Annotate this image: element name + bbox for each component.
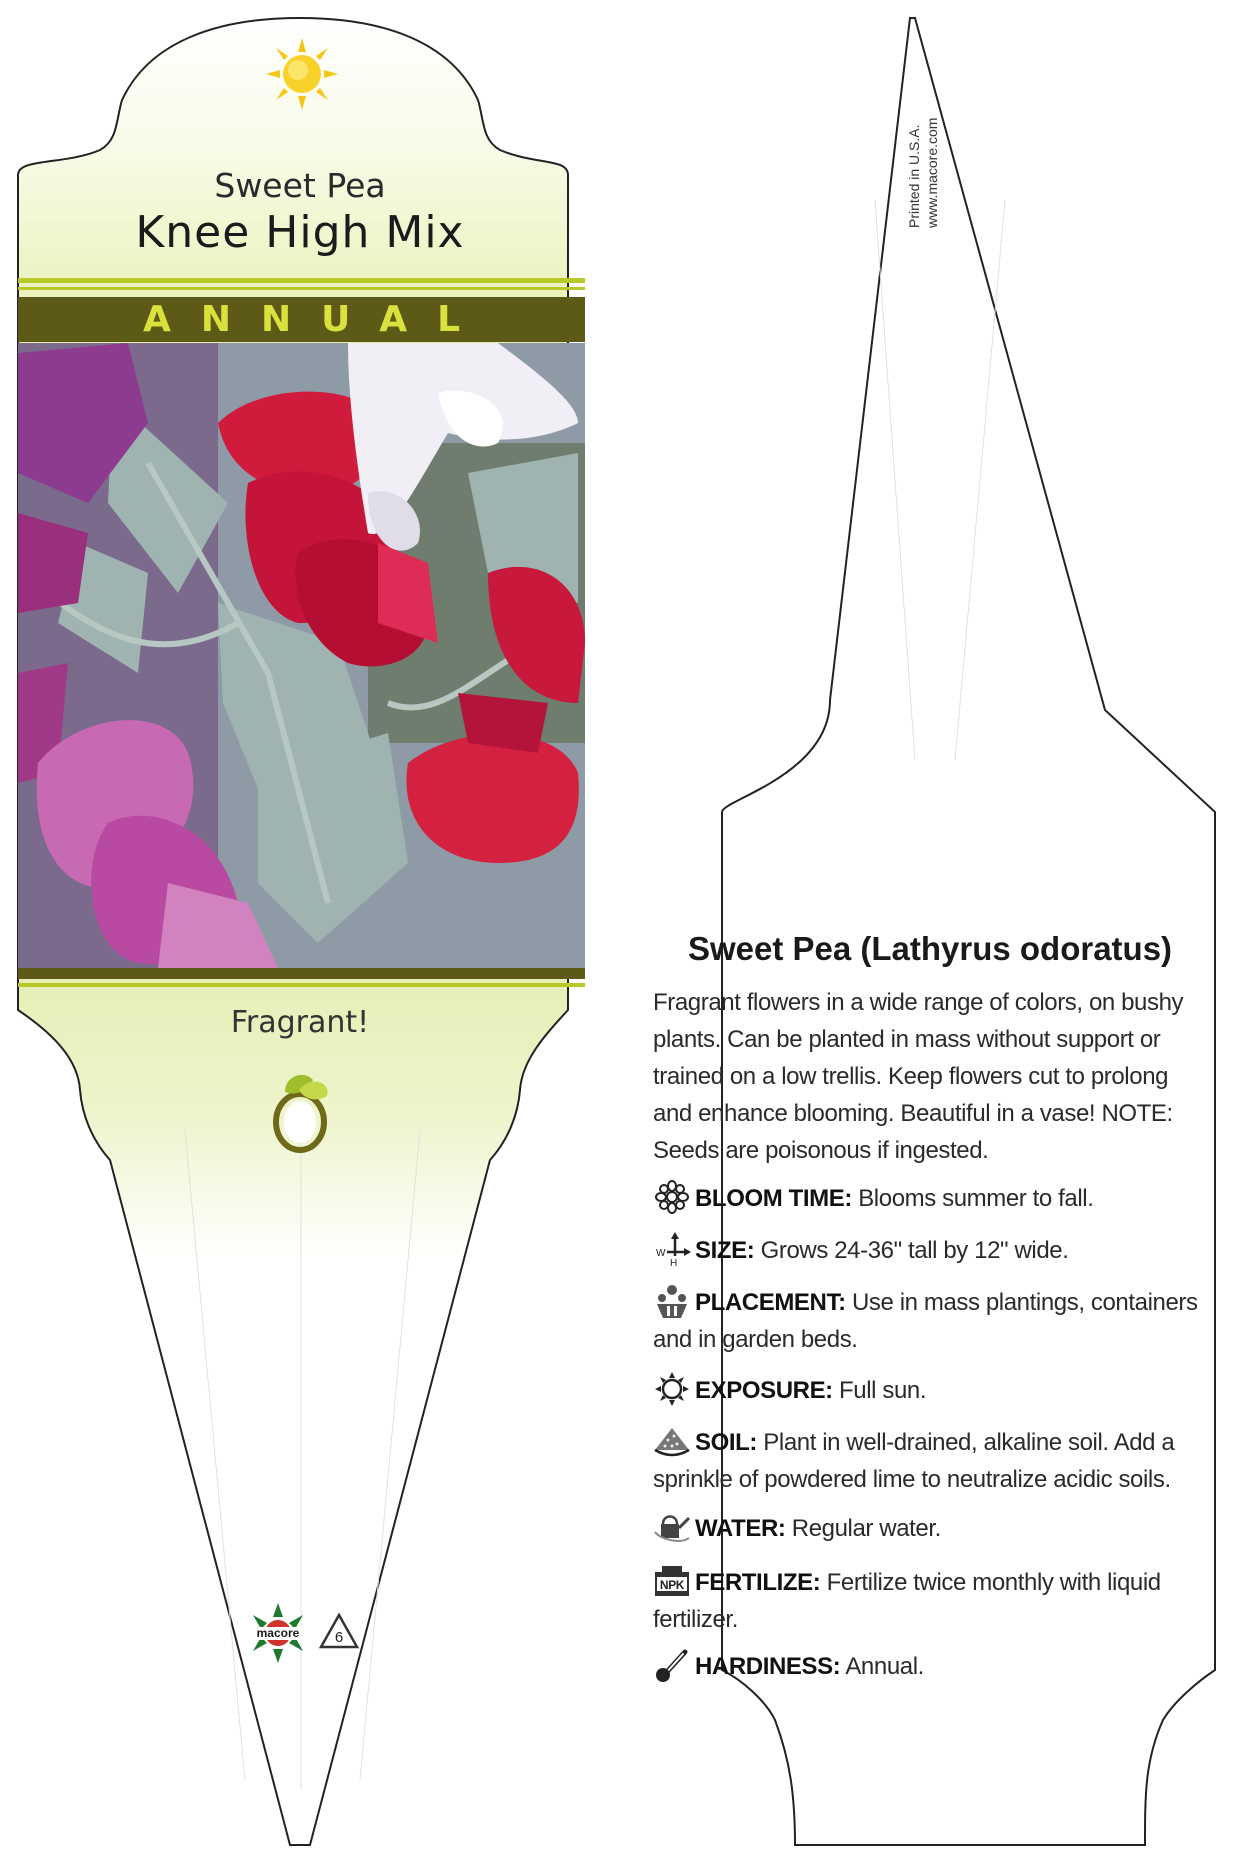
attr-bloom-time [653,1180,1213,1217]
attr-text: Full sun. [839,1377,927,1404]
size-icon-height-letter: H [670,1258,677,1266]
attr-hardiness [653,1648,1213,1685]
placement-icon [653,1284,691,1318]
attr-text: Grows 24-36" tall by 12" wide. [760,1237,1069,1264]
attr-label: SIZE: [695,1237,755,1264]
attr-fertilize [653,1564,1213,1638]
sun-icon [266,38,338,110]
attr-text: Fertilize twice monthly with liquid fertilizer. [653,1569,1161,1633]
printed-info [905,28,941,228]
watering-can-icon [653,1510,691,1544]
printed-location: Printed in U.S.A. [906,124,922,228]
size-icon [653,1232,691,1266]
variety-name: Knee High Mix [135,207,465,258]
plant-photo [18,343,585,968]
npk-label: NPK [659,1578,685,1592]
attr-text: Use in mass plantings, containers and in garden beds. [653,1289,1198,1353]
attr-label: EXPOSURE: [695,1377,833,1404]
tagline: Fragrant! [230,1005,370,1040]
attr-text: Regular water. [791,1515,941,1542]
soil-icon [653,1424,691,1458]
attr-soil [653,1424,1213,1498]
attr-label: SOIL: [695,1429,757,1456]
accent-line [18,287,585,290]
accent-line [18,278,585,283]
attr-label: WATER: [695,1515,786,1542]
attr-size [653,1232,1213,1269]
attr-text: Blooms summer to fall. [858,1185,1094,1212]
recycle-number: 6 [334,1629,344,1646]
brand-name: macore [256,1626,300,1640]
attr-label: BLOOM TIME: [695,1185,852,1212]
attr-label: FERTILIZE: [695,1569,821,1596]
accent-line [18,983,585,987]
attr-text: Plant in well-drained, alkaline soil. Add a sprinkle of powdered lime to neutralize acidic soils. [653,1429,1175,1493]
attr-placement [653,1284,1213,1358]
flower-icon [653,1180,691,1214]
attr-exposure [653,1372,1213,1409]
attr-label: HARDINESS: [695,1653,841,1680]
category-banner: ANNUAL [18,297,585,342]
size-icon-width-letter: W [656,1248,666,1259]
recycle-6-icon [318,1612,360,1652]
thermometer-icon [653,1648,691,1682]
website: www.macore.com [924,117,940,228]
attr-text: Annual. [845,1653,924,1680]
attr-water [653,1510,1213,1547]
common-name: Sweet Pea [214,166,386,205]
sun-icon [653,1372,691,1406]
seed-logo-icon [265,1070,335,1155]
plant-description: Fragrant flowers in a wide range of colors, on bushy plants. Can be planted in mass without support or trained on a low trellis. Keep flowers cut to prolong and enhance blooming. Beautiful in a vase! NOTE: Seeds are poisonous if ingested. [653,989,1184,1164]
attr-label: PLACEMENT: [695,1289,846,1316]
macore-logo-icon [245,1603,311,1663]
photo-bottom-bar [18,968,585,979]
botanical-title: Sweet Pea (Lathyrus odoratus) [687,930,1173,967]
npk-icon [653,1564,691,1598]
